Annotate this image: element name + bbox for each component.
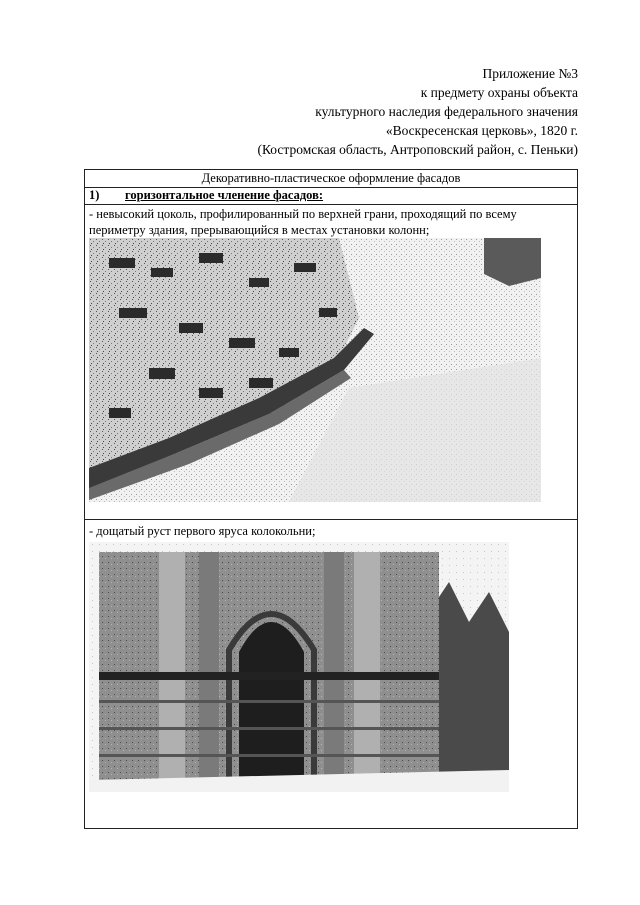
appendix-location: (Костромская область, Антроповский район, с. Пеньки) [257, 142, 578, 157]
appendix-header [257, 64, 578, 159]
item-rustication-text: - дощатый руст первого яруса колокольни; [89, 524, 316, 538]
appendix-heritage-status: культурного наследия федерального значения [315, 104, 578, 119]
section-heading [85, 187, 577, 205]
appendix-object-name: «Воскресенская церковь», 1820 г. [385, 123, 578, 138]
facade-decoration-table [84, 169, 578, 829]
belfry-rustication-photo [89, 542, 509, 792]
item-plinth-text: - невысокий цоколь, профилированный по верхней грани, проходящий по всему периметру здания, прерывающийся в местах установки колонн; [89, 207, 517, 237]
row-divider [85, 519, 577, 520]
appendix-subject: к предмету охраны объекта [420, 85, 578, 100]
plinth-photo [89, 238, 541, 502]
table-title: Декоративно-пластическое оформление фасадов [85, 170, 577, 188]
section-label: горизонтальное членение фасадов: [125, 188, 324, 202]
section-number: 1) [89, 188, 100, 202]
appendix-number: Приложение №3 [482, 66, 578, 81]
